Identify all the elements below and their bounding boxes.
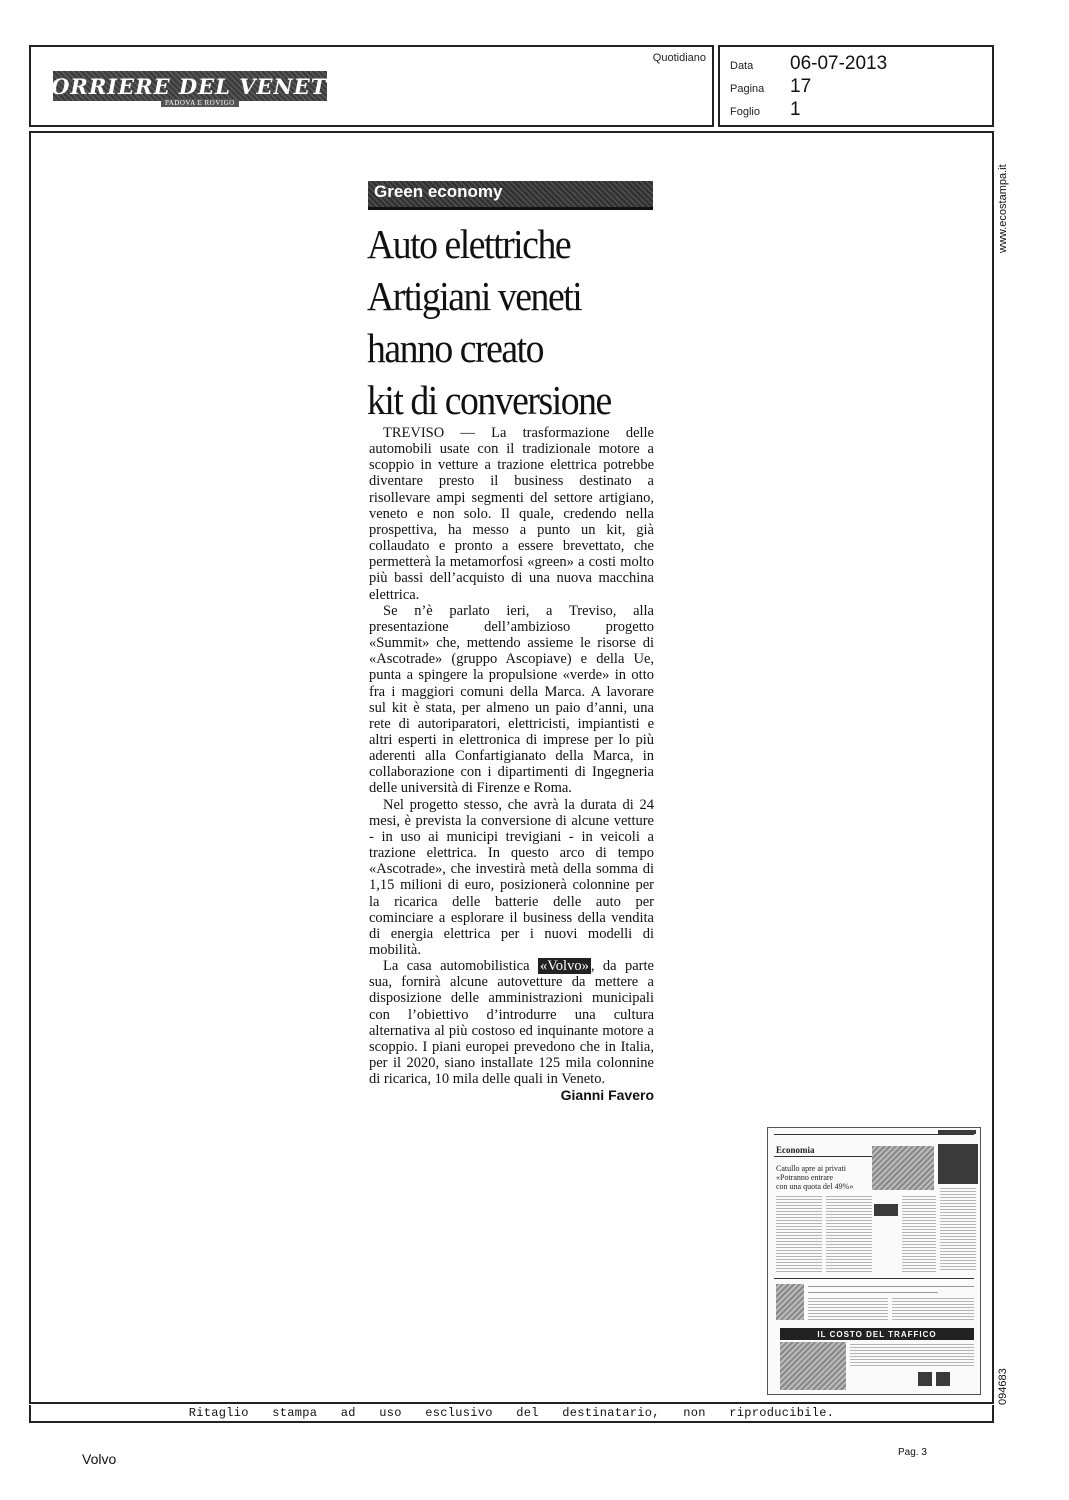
- meta-page-value: 17: [790, 76, 812, 97]
- thumb-barcode: [874, 1204, 898, 1216]
- disclaimer-strip: [29, 1405, 994, 1423]
- frequency-label: Quotidiano: [652, 52, 706, 64]
- article-headline: [367, 218, 643, 426]
- meta-sheet-value: 1: [790, 99, 801, 120]
- side-code-text: 094683: [997, 1368, 1009, 1405]
- meta-date-value: 06-07-2013: [790, 53, 888, 74]
- thumb-line: [808, 1292, 938, 1293]
- section-kicker: [368, 181, 653, 210]
- thumb-section: Economia: [776, 1145, 815, 1155]
- headline-line: Auto elettriche: [367, 221, 571, 267]
- thumb-rule: [774, 1134, 974, 1135]
- thumb-banner: IL COSTO DEL TRAFFICO: [780, 1328, 974, 1340]
- thumb-headline: «Potranno entrare: [776, 1173, 834, 1182]
- headline-line: hanno creato: [367, 325, 544, 371]
- footer-page-number: Pag. 3: [898, 1447, 927, 1458]
- thumb-rule: [774, 1278, 974, 1279]
- meta-sheet-label: Foglio: [730, 106, 760, 118]
- thumb-column: [902, 1196, 936, 1272]
- thumb-headline: con una quota del 49%»: [776, 1182, 854, 1191]
- thumb-column: [940, 1188, 976, 1272]
- disclaimer-text: Ritaglio stampa ad uso esclusivo del destinatario, non riproducibile.: [188, 1406, 835, 1420]
- meta-date-label: Data: [730, 60, 754, 72]
- thumb-column: [776, 1196, 822, 1272]
- thumb-dark-box: [938, 1144, 978, 1184]
- meta-page-label: Pagina: [730, 83, 765, 95]
- thumb-rule: [774, 1156, 874, 1157]
- kicker-text: Green economy: [374, 182, 503, 201]
- page-thumbnail: [767, 1127, 981, 1395]
- article-paragraph: Nel progetto stesso, che avrà la durata di 24 mesi, è prevista la conversione di alcune vetture - in uso ai municipi trevigiani - in veicoli a trazione elettrica. In questo arco di tempo «Ascotrade», che investirà metà della somma di 1,15 milioni di euro, posizionerà colonnine per la ricarica delle batterie delle auto per cominciare a esplorare il business della vendita di energia elettrica per i nuovi modelli di mobilità.: [369, 796, 654, 958]
- volvo-highlight: «Volvo»: [539, 958, 589, 975]
- headline-line: kit di conversione: [367, 377, 611, 423]
- masthead-box: [29, 45, 714, 127]
- thumb-column: [892, 1298, 974, 1320]
- meta-date: [730, 53, 887, 75]
- thumb-column: [850, 1344, 974, 1366]
- headline-line: Artigiani veneti: [367, 273, 582, 319]
- thumb-logo: [936, 1372, 950, 1386]
- article-byline: Gianni Favero: [560, 1087, 654, 1104]
- side-url: [993, 148, 1013, 258]
- thumb-logo: [918, 1372, 932, 1386]
- article-body: [369, 425, 654, 1104]
- meta-page: [730, 76, 811, 98]
- article-paragraph: Se n’è parlato ieri, a Treviso, alla presentazione dell’ambizioso progetto «Summit» che, mettendo assieme le risorse di «Ascotrade» (gruppo Ascopiave) e della Ue, punta a spingere la propulsione «verde» in otto fra i maggiori comuni della Marca. A lavorare sul kit è stata, per almeno un paio d’anni, una rete di autoriparatori, elettricisti, impiantisti e altri esperti in elettronica di imprese per lo più aderenti alla Confartigianato della Marca, in collaborazione con i dipartimenti di Ingegneria delle università di Firenze e Roma.: [369, 602, 654, 797]
- article-paragraph: [369, 958, 654, 1087]
- newspaper-masthead: [33, 71, 347, 101]
- thumb-line: [808, 1286, 974, 1287]
- thumb-column: [826, 1196, 872, 1272]
- masthead-edition: PADOVA E ROVIGO: [161, 99, 239, 107]
- thumb-photo: [872, 1146, 934, 1190]
- thumb-flag: [938, 1130, 976, 1134]
- footer-keyword: Volvo: [82, 1451, 117, 1467]
- clipping-meta-box: [718, 45, 994, 127]
- side-code: [993, 1368, 1013, 1408]
- thumb-photo: [780, 1342, 846, 1390]
- p4-end: , da parte sua, fornirà alcune autovetture da mettere a disposizione delle amministrazioni municipali con l’obiettivo d’introdurre una cultura alternativa al più costoso ed inquinante motore a scoppio. I piani europei prevedono che in Italia, per il 2020, siano installate 125 mila colonnine di ricarica, 10 mila delle quali in Veneto.: [369, 958, 654, 1088]
- meta-sheet: [730, 99, 801, 121]
- article-paragraph: TREVISO — La trasformazione delle automobili usate con il tradizionale motore a scoppio in vetture a trazione elettrica potrebbe diventare presto il business destinato a risollevare ampi segmenti del settore artigiano, veneto e non solo. Il quale, credendo nella prospettiva, ha messo a punto un kit, già collaudato e pronto a essere brevettato, che permetterà la metamorfosi «green» a costi molto più bassi dell’acquisto di una nuova macchina elettrica.: [369, 425, 654, 603]
- thumb-column: [808, 1298, 888, 1320]
- thumb-photo: [776, 1284, 804, 1320]
- masthead-title: CORRIERE DEL VENETO: [33, 73, 347, 99]
- p4-start: La casa automobilistica: [383, 958, 538, 975]
- thumb-headline: Catullo apre ai privati: [776, 1164, 846, 1173]
- side-url-text: www.ecostampa.it: [997, 164, 1009, 253]
